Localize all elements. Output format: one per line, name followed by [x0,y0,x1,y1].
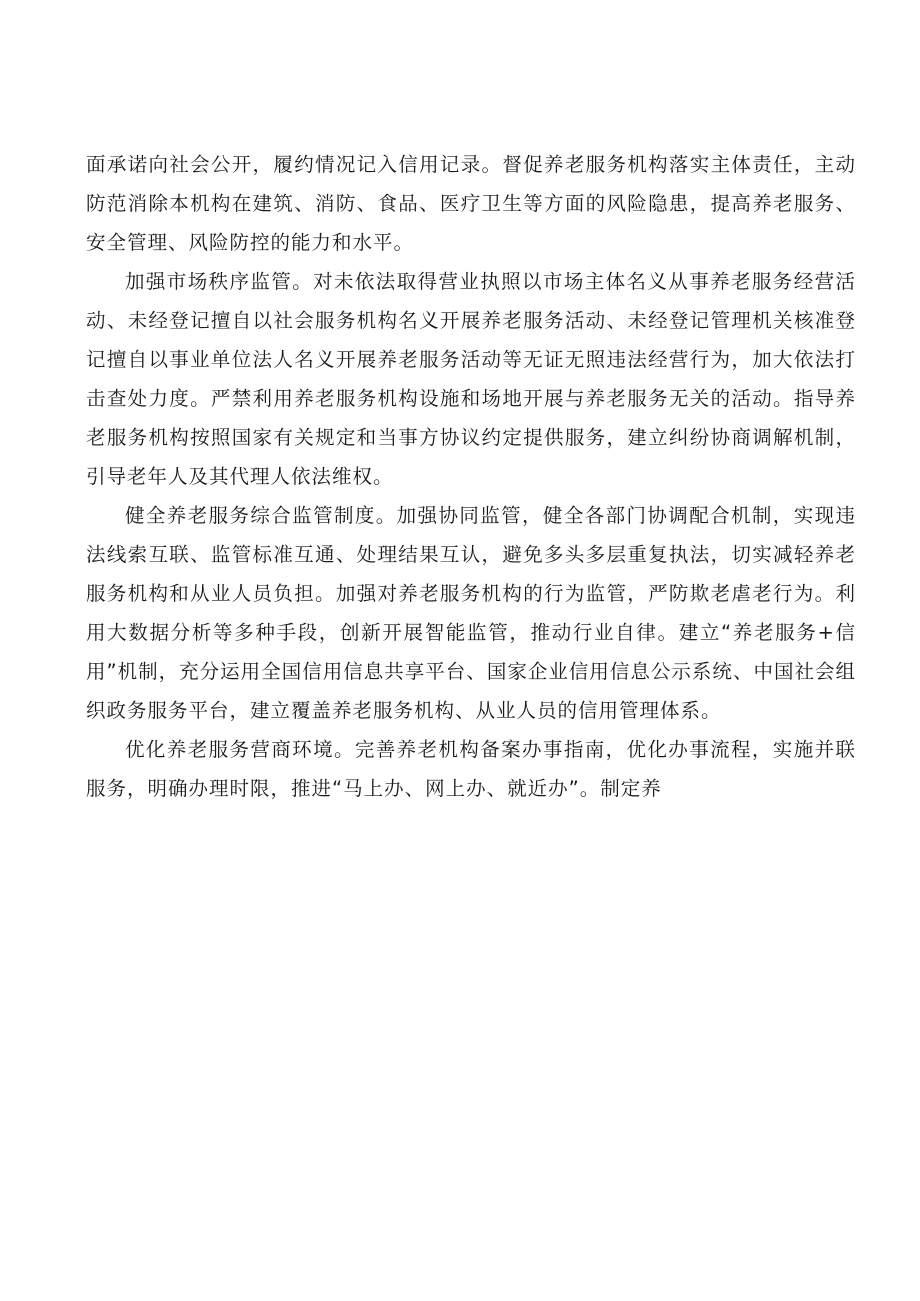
document-body [86,145,856,808]
paragraph-comprehensive-supervision: 健全养老服务综合监管制度。加强协同监管，健全各部门协调配合机制，实现违法线索互联、监管标准互通、处理结果互认，避免多头多层重复执法，切实减轻养老服务机构和从业人员负担。加强对养老服务机构的行为监管，严防欺老虐老行为。利用大数据分析等多种手段，创新开展智能监管，推动行业自律。建立“养老服务+信用”机制，充分运用全国信用信息共享平台、国家企业信用信息公示系统、中国社会组织政务服务平台，建立覆盖养老服务机构、从业人员的信用管理体系。 [86,504,856,722]
paragraph-business-environment: 优化养老服务营商环境。完善养老机构备案办事指南，优化办事流程，实施并联服务，明确办理时限，推进“马上办、网上办、就近办”。制定养 [86,738,856,800]
paragraph-market-order-supervision: 加强市场秩序监管。对未依法取得营业执照以市场主体名义从事养老服务经营活动、未经登记擅自以社会服务机构名义开展养老服务活动、未经登记管理机关核准登记擅自以事业单位法人名义开展养老服务活动等无证无照违法经营行为，加大依法打击查处力度。严禁利用养老服务机构设施和场地开展与养老服务无关的活动。指导养老服务机构按照国家有关规定和当事方协议约定提供服务，建立纠纷协商调解机制，引导老年人及其代理人依法维权。 [86,270,856,488]
paragraph-continuation: 面承诺向社会公开，履约情况记入信用记录。督促养老服务机构落实主体责任，主动防范消除本机构在建筑、消防、食品、医疗卫生等方面的风险隐患，提高养老服务、安全管理、风险防控的能力和水平。 [86,153,856,254]
